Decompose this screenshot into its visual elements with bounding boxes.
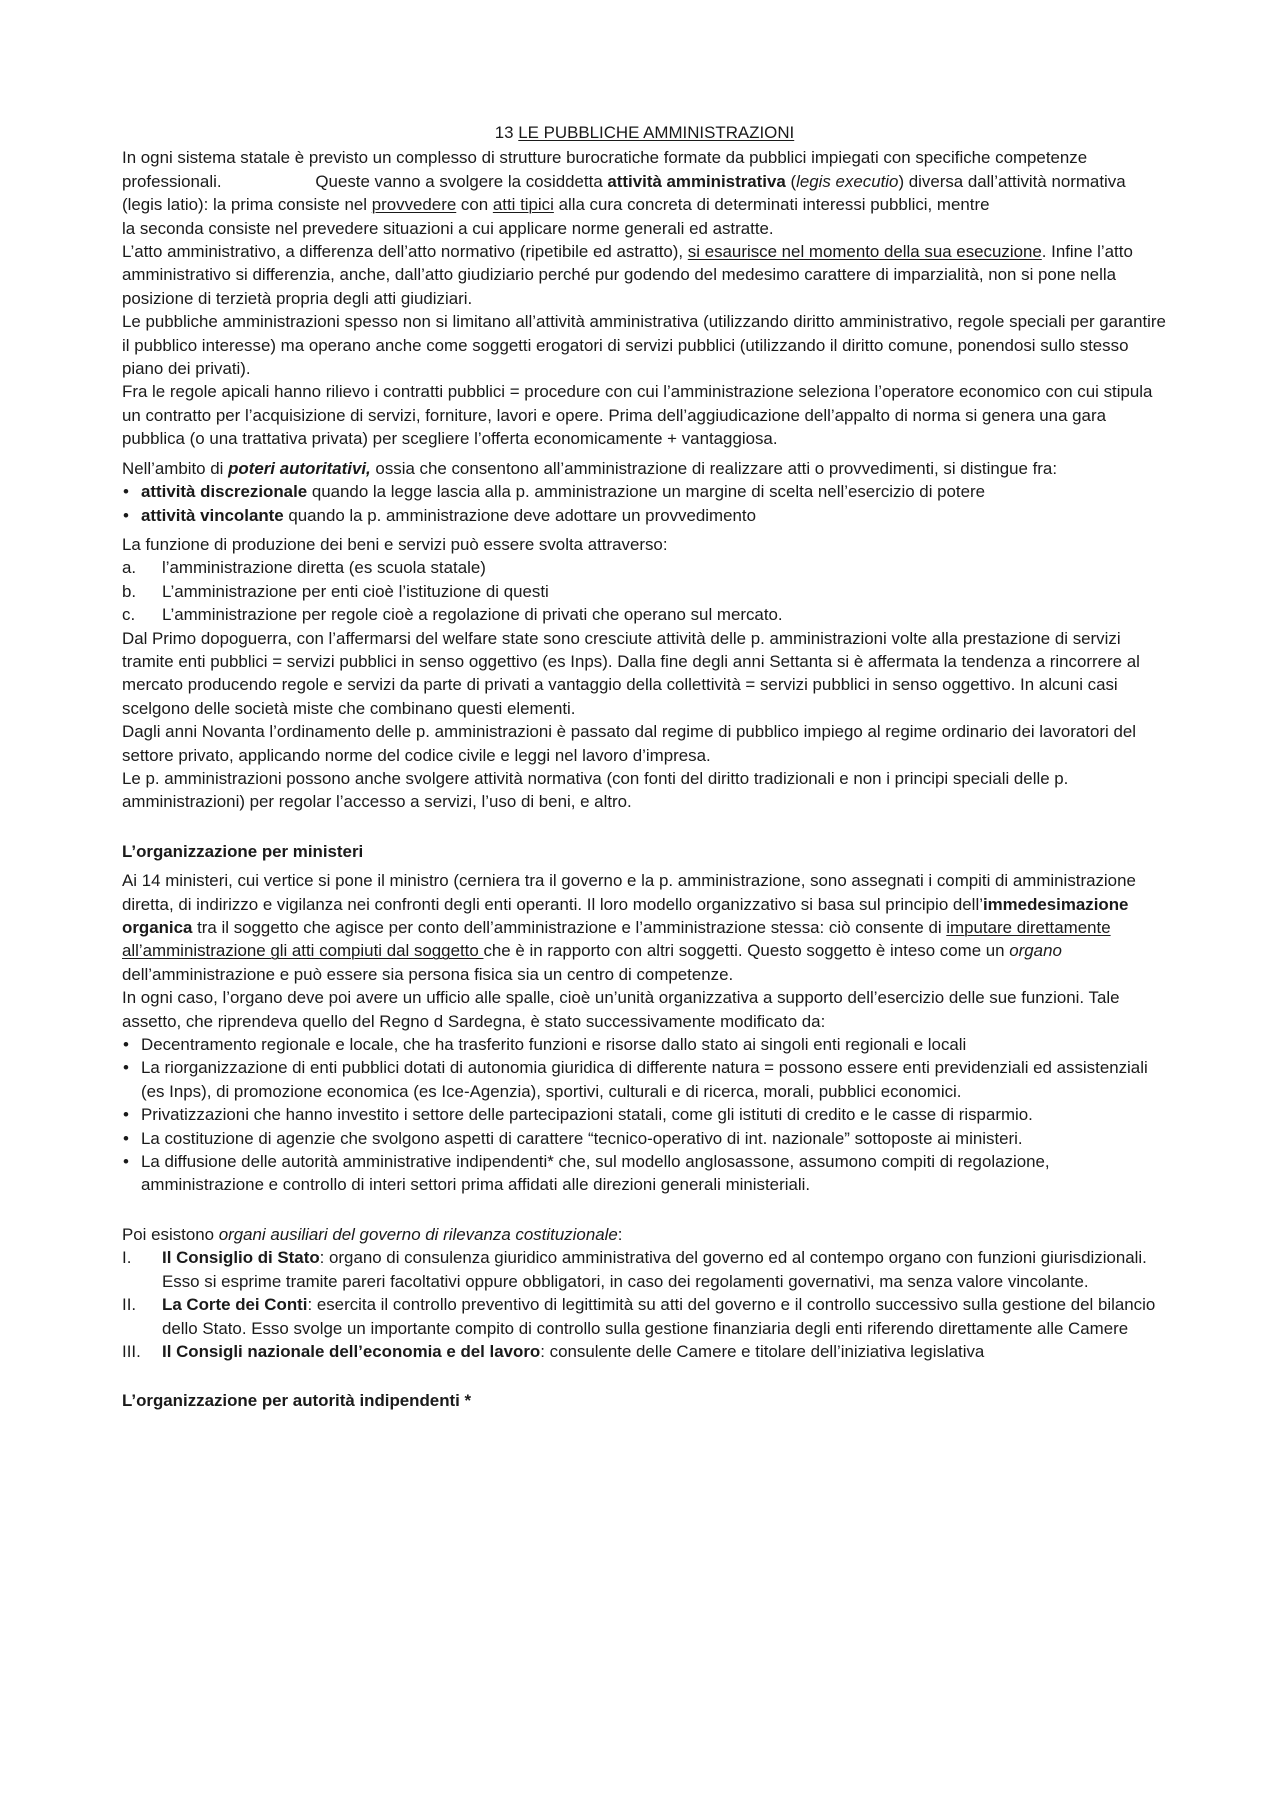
list-item: b. L’amministrazione per enti cioè l’istituzione di questi [122, 581, 549, 601]
list-item: • Privatizzazioni che hanno investito i settore delle partecipazioni statali, come gli istituti di credito e le casse di risparmio. [122, 1103, 1167, 1126]
funzione-paragraph-3: Le p. amministrazioni possono anche svolgere attività normativa (con fonti del diritto tradizionali e non i principi speciali delle p. amministrazioni) per regolar l’accesso a servizi, l’uso di beni, e altro. [122, 768, 1069, 812]
intro-paragraph-5: Fra le regole apicali hanno rilievo i contratti pubblici = procedure con cui l’amministrazione seleziona l’operatore economico con cui stipula un contratto per l’acquisizione di servizi, forniture, lavori e opere. Prima dell’aggiudicazione dell’appalto di norma si genera una gara pubblica (o una trattativa privata) per scegliere l’offerta economicamente + vantaggiosa. [122, 382, 1153, 449]
chapter-number: 13 [494, 123, 514, 142]
section-heading-autorita: L’organizzazione per autorità indipendenti * [122, 1391, 472, 1411]
list-item: a. l’amministrazione diretta (es scuola statale) [122, 558, 486, 578]
list-item: II. La Corte dei Conti: esercita il controllo preventivo di legittimità su atti del governo e il controllo successivo sulla gestione del bilancio dello Stato. Esso svolge un importante compito di controllo sulla gestione finanziaria degli enti riferendo direttamente alle Camere [122, 1295, 1156, 1338]
list-item: • attività discrezionale quando la legge lascia alla p. amministrazione un margine di scelta nell’esercizio di potere [122, 480, 1167, 503]
funzione-intro: La funzione di produzione dei beni e servizi può essere svolta attraverso: [122, 534, 668, 554]
poteri-paragraph: Nell’ambito di poteri autoritativi, ossia che consentono all’amministrazione di realizzare atti o provvedimenti, si distingue fra: [122, 458, 1058, 478]
intro-paragraph-3: L’atto amministrativo, a differenza dell’atto normativo (ripetibile ed astratto), si esaurisce nel momento della sua esecuzione. Infine l’atto amministrativo si differenzia, anche, dall’atto giudiziario perché pur godendo del medesimo carattere di imparzialità, non si pone nella posizione di terzietà propria degli atti giudiziari. [122, 242, 1133, 308]
funzione-paragraph-1: Dal Primo dopoguerra, con l’affermarsi del welfare state sono cresciute attività delle p. amministrazioni volte alla prestazione di servizi tramite enti pubblici = servizi pubblici in senso oggettivo (es Inps). Dalla fine degli anni Settanta si è affermata la tendenza a rincorrere al mercato producendo regole e servizi da parte di privati a vantaggio della collettività = servizi pubblici in senso oggettivo. In alcuni casi scelgono delle società miste che combinano questi elementi. [122, 628, 1140, 718]
list-item: • La costituzione di agenzie che svolgono aspetti di carattere “tecnico-operativo di int. nazionale” sottoposte ai ministeri. [122, 1127, 1167, 1150]
poteri-list [122, 480, 1167, 527]
list-item: • La diffusione delle autorità amministrative indipendenti* che, sul modello anglosassone, assumono compiti di regolazione, amministrazione e controllo di interi settori prima affidati alle direzioni generali ministeriali. [122, 1150, 1167, 1197]
organi-intro: Poi esistono organi ausiliari del governo di rilevanza costituzionale: [122, 1224, 623, 1244]
intro-paragraph-4: Le pubbliche amministrazioni spesso non si limitano all’attività amministrativa (utilizzando diritto amministrativo, regole speciali per garantire il pubblico interesse) ma operano anche come soggetti erogatori di servizi pubblici (utilizzando il diritto comune, ponendosi sullo stesso piano dei privati). [122, 312, 1166, 379]
list-item: III. Il Consigli nazionale dell’economia e del lavoro: consulente delle Camere e titolare dell’iniziativa legislativa [122, 1341, 985, 1361]
list-item: • attività vincolante quando la p. amministrazione deve adottare un provvedimento [122, 504, 1167, 527]
list-item: • La riorganizzazione di enti pubblici dotati di autonomia giuridica di differente natura = possono essere enti previdenziali ed assistenziali (es Inps), di promozione economica (es Ice-Agenzia), sportivi, culturali e di ricerca, morali, pubblici economici. [122, 1056, 1167, 1103]
ministeri-list [122, 1033, 1167, 1197]
list-item: I. Il Consiglio di Stato: organo di consulenza giuridico amministrativa del governo ed al contempo organo con funzioni giurisdizionali. Esso si esprime tramite pareri facoltativi oppure obbligatori, in caso dei regolamenti governativi, ma senza valore vincolante. [122, 1248, 1147, 1291]
ministeri-paragraph-2: In ogni caso, l’organo deve poi avere un ufficio alle spalle, cioè un’unità organizzativa a supporto dell’esercizio delle sue funzioni. Tale assetto, che riprendeva quello del Regno d Sardegna, è stato successivamente modificato da: [122, 988, 1120, 1031]
funzione-list [122, 556, 1167, 626]
list-item: • Decentramento regionale e locale, che ha trasferito funzioni e risorse dallo stato ai singoli enti regionali e locali [122, 1033, 1167, 1056]
organi-list [122, 1246, 1167, 1363]
list-item: c. L’amministrazione per regole cioè a regolazione di privati che operano sul mercato. [122, 605, 783, 625]
section-heading-ministeri: L’organizzazione per ministeri [122, 841, 364, 861]
funzione-paragraph-2: Dagli anni Novanta l’ordinamento delle p. amministrazioni è passato dal regime di pubblico impiego al regime ordinario dei lavoratori del settore privato, applicando norme del codice civile e leggi nel lavoro d’impresa. [122, 722, 1136, 765]
intro-paragraph-2: la seconda consiste nel prevedere situazioni a cui applicare norme generali ed astratte. [122, 218, 774, 238]
chapter-title: LE PUBBLICHE AMMINISTRAZIONI [518, 123, 795, 142]
page-title [122, 121, 1167, 144]
ministeri-paragraph-1: Ai 14 ministeri, cui vertice si pone il ministro (cerniera tra il governo e la p. amministrazione, sono assegnati i compiti di amministrazione diretta, di indirizzo e vigilanza nei confronti degli enti operanti. Il loro modello organizzativo si basa sul principio dell’immedesimazione organica tra il soggetto che agisce per conto dell’amministrazione e l’amministrazione stessa: ciò consente di imputare direttamente all’amministrazione gli atti compiuti dal soggetto che è in rapporto con altri soggetti. Questo soggetto è inteso come un organo dell’amministrazione e può essere sia persona fisica sia un centro di competenze. [122, 871, 1136, 984]
document-page [122, 121, 1167, 1413]
intro-paragraph-1: In ogni sistema statale è previsto un complesso di strutture burocratiche formate da pubblici impiegati con specifiche competenze professionali. Queste vanno a svolgere la cosiddetta attività amministrativa (legis executio) diversa dall’attività normativa (legis latio): la prima consiste nel provvedere con atti tipici alla cura concreta di determinati interessi pubblici, mentre [122, 148, 1126, 215]
